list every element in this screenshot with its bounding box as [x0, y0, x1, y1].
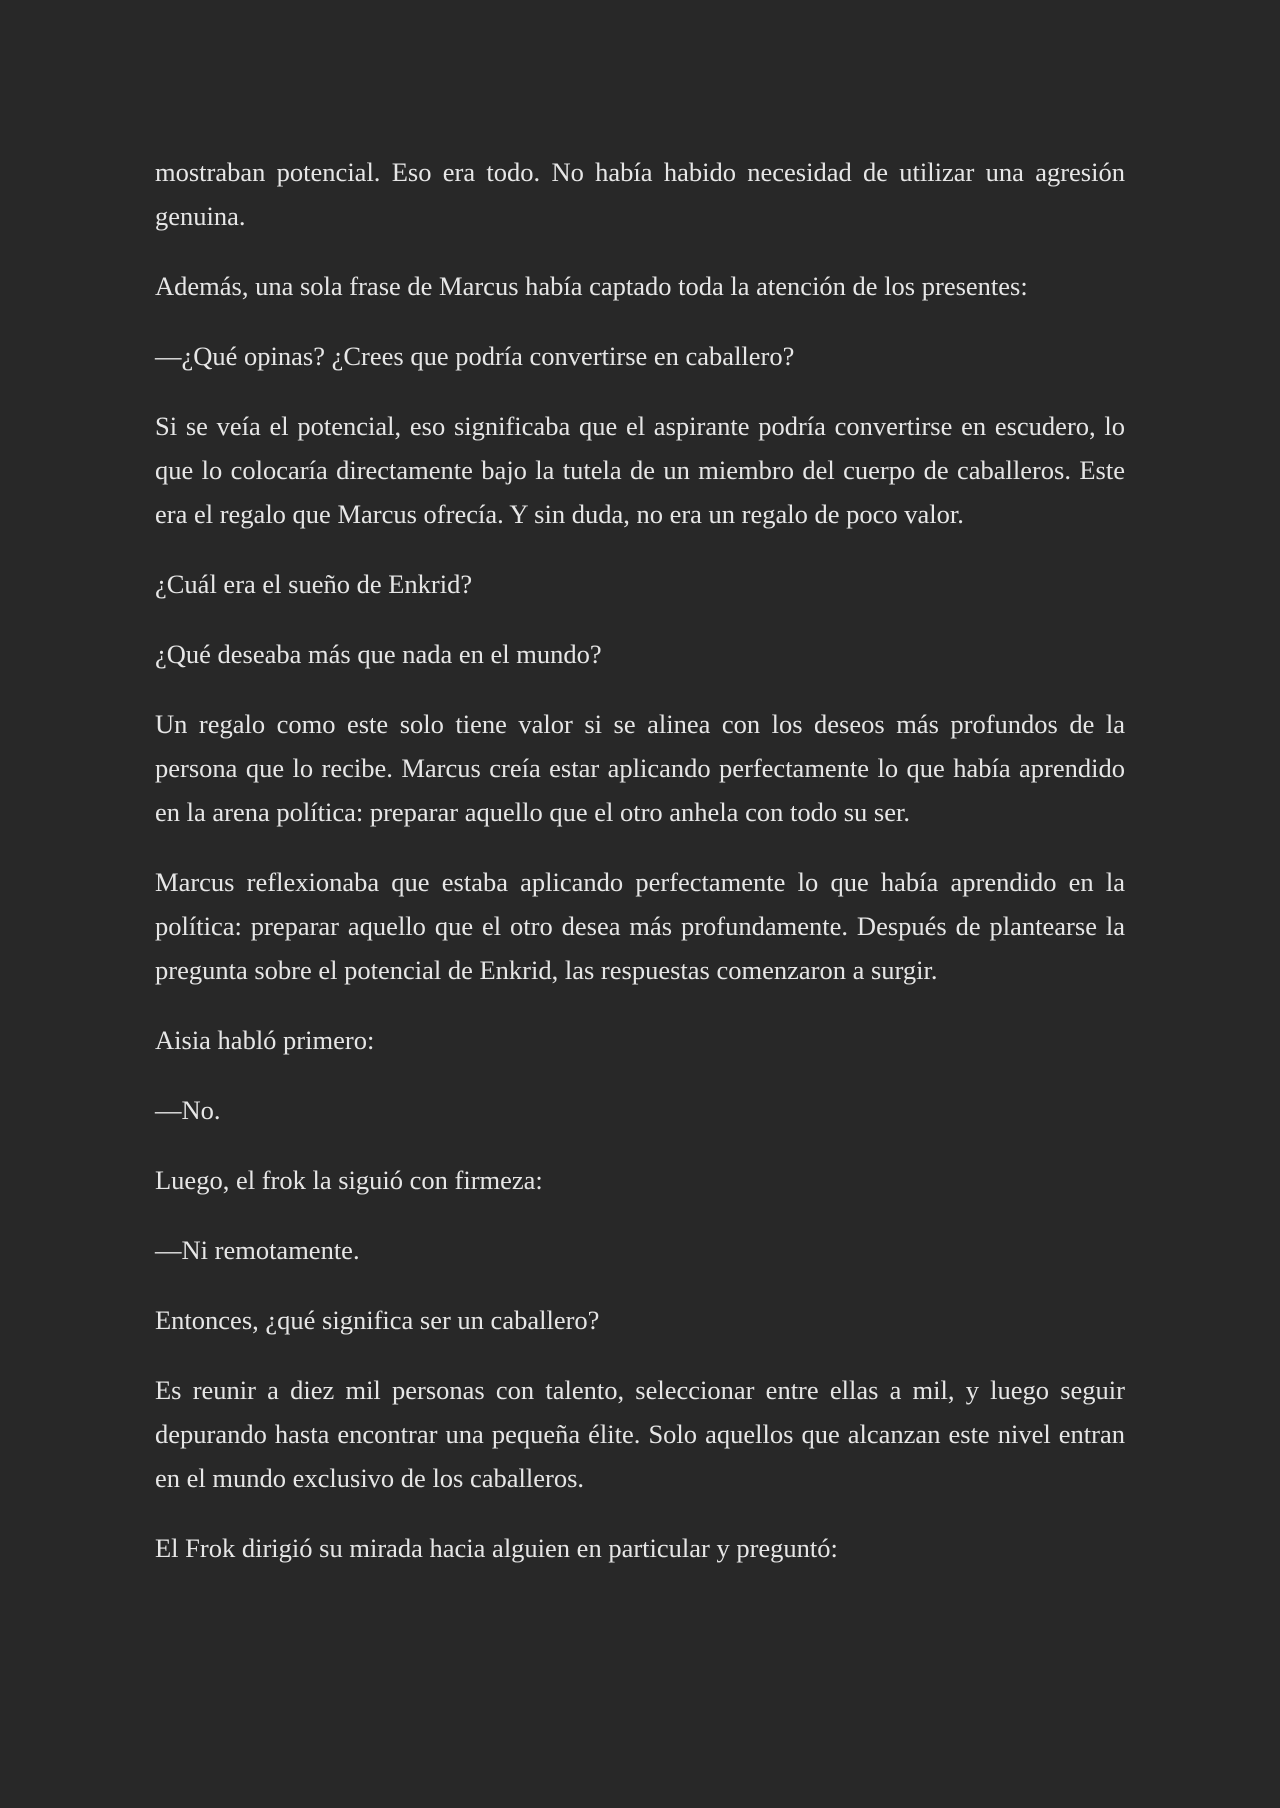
paragraph: Un regalo como este solo tiene valor si se alinea con los deseos más profundos de la persona que lo recibe. Marcus creía estar aplicando perfectamente lo que había aprendido en la arena política: preparar aquello que el otro anhela con todo su ser. — [155, 709, 1125, 827]
paragraph: Marcus reflexionaba que estaba aplicando perfectamente lo que había aprendido en la política: preparar aquello que el otro desea más profundamente. Después de plantearse la pregunta sobre el potencial de Enkrid, las respuestas comenzaron a surgir. — [155, 867, 1125, 985]
paragraph: Entonces, ¿qué significa ser un caballero? — [155, 1305, 600, 1335]
paragraph: Es reunir a diez mil personas con talento, seleccionar entre ellas a mil, y luego seguir depurando hasta encontrar una pequeña élite. Solo aquellos que alcanzan este nivel entran en el mundo exclusivo de los caballeros. — [155, 1375, 1125, 1493]
paragraph: Además, una sola frase de Marcus había captado toda la atención de los presentes: — [155, 271, 1028, 301]
paragraph: mostraban potencial. Eso era todo. No había habido necesidad de utilizar una agresión genuina. — [155, 157, 1125, 231]
paragraph: El Frok dirigió su mirada hacia alguien en particular y preguntó: — [155, 1533, 838, 1563]
paragraph: Si se veía el potencial, eso significaba que el aspirante podría convertirse en escudero, lo que lo colocaría directamente bajo la tutela de un miembro del cuerpo de caballeros. Este era el regalo que Marcus ofrecía. Y sin duda, no era un regalo de poco valor. — [155, 411, 1125, 529]
dialogue-line: —No. — [155, 1095, 221, 1125]
paragraph: Luego, el frok la siguió con firmeza: — [155, 1165, 543, 1195]
dialogue-line: —¿Qué opinas? ¿Crees que podría convertirse en caballero? — [155, 341, 795, 371]
dialogue-line: —Ni remotamente. — [155, 1235, 360, 1265]
paragraph: Aisia habló primero: — [155, 1025, 375, 1055]
paragraph: ¿Qué deseaba más que nada en el mundo? — [155, 639, 602, 669]
reader-page — [155, 150, 1125, 1596]
paragraph: ¿Cuál era el sueño de Enkrid? — [155, 569, 473, 599]
